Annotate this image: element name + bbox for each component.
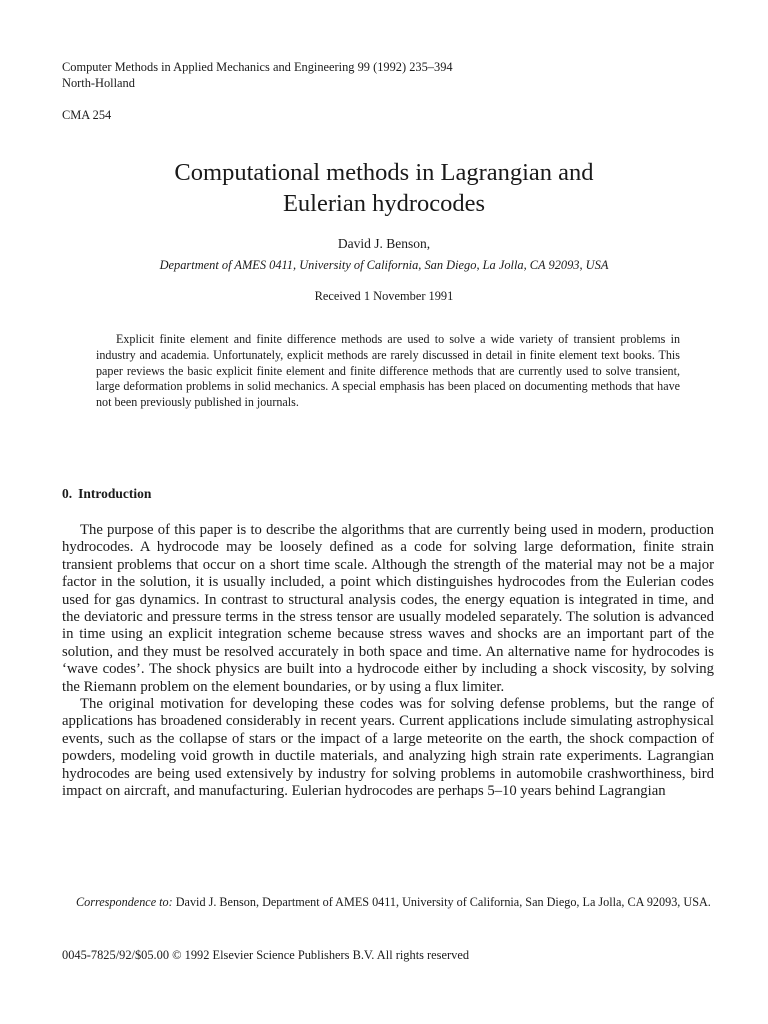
copyright-line: 0045-7825/92/$05.00 © 1992 Elsevier Science Publishers B.V. All rights reserved xyxy=(62,948,470,962)
journal-line: Computer Methods in Applied Mechanics and Engineering 99 (1992) 235–394 xyxy=(62,60,453,74)
author-affiliation: Department of AMES 0411, University of California, San Diego, La Jolla, CA 92093, USA xyxy=(159,258,609,272)
author-name: David J. Benson, xyxy=(337,236,431,251)
article-code: CMA 254 xyxy=(62,108,112,122)
journal-citation xyxy=(62,60,453,91)
title-line-2: Eulerian hydrocodes xyxy=(282,190,486,217)
publisher-line: North-Holland xyxy=(62,75,135,90)
paper-title xyxy=(62,157,706,219)
body-paragraph: The purpose of this paper is to describe the algorithms that are currently being used in modern, production hydrocodes. A hydrocode may be loosely defined as a code for solving large deformation, finite strain transient problems that occur on a short time scale. Although the strength of the material may not be a major factor in the solution, it is usually included, a point which distinguishes hydrocodes from the Eulerian codes used for gas dynamics. In contrast to structural analysis codes, the energy equation is integrated in time, and the deviatoric and pressure terms in the stress tensor are usually modeled separately. The solution is advanced in time using an explicit integration scheme because stress waves and shocks are an important part of the solution, and they must be resolved accurately in both space and time. An alternative name for hydrocodes is ‘wave codes’. The shock physics are built into a hydrocode either by including a shock viscosity, by solving the Riemann problem on the element boundaries, or by using a flux limiter. xyxy=(62,522,714,695)
section-number: 0. xyxy=(62,486,73,501)
footnote-text: David J. Benson, Department of AMES 0411, University of California, San Diego, La Jolla, CA 92093, USA. xyxy=(172,895,711,909)
correspondence-footnote xyxy=(62,895,714,911)
title-line-1: Computational methods in Lagrangian and xyxy=(174,159,594,186)
body-text xyxy=(62,522,714,801)
abstract: Explicit finite element and finite difference methods are used to solve a wide variety of transient problems in industry and academia. Unfortunately, explicit methods are rarely discussed in detail in finite element text books. This paper reviews the basic explicit finite element and finite difference methods that are currently used to solve transient, large deformation problems in solid mechanics. A special emphasis has been placed on documenting methods that have not been previously published in journals. xyxy=(96,332,680,410)
footnote-label: Correspondence to: xyxy=(76,895,173,909)
section-heading xyxy=(62,486,151,502)
body-paragraph: The original motivation for developing these codes was for solving defense problems, but the range of applications has broadened considerably in recent years. Current applications include simulating astrophysical events, such as the collapse of stars or the impact of a large meteorite on the earth, the shock compaction of powders, modeling void growth in ductile materials, and analyzing high strain rate experiments. Lagrangian hydrocodes are being used extensively by industry for solving problems in automobile crashworthiness, bird impact on aircraft, and manufacturing. Eulerian hydrocodes are perhaps 5–10 years behind Lagrangian xyxy=(62,696,714,800)
section-title: Introduction xyxy=(78,486,152,501)
received-date: Received 1 November 1991 xyxy=(314,289,454,303)
